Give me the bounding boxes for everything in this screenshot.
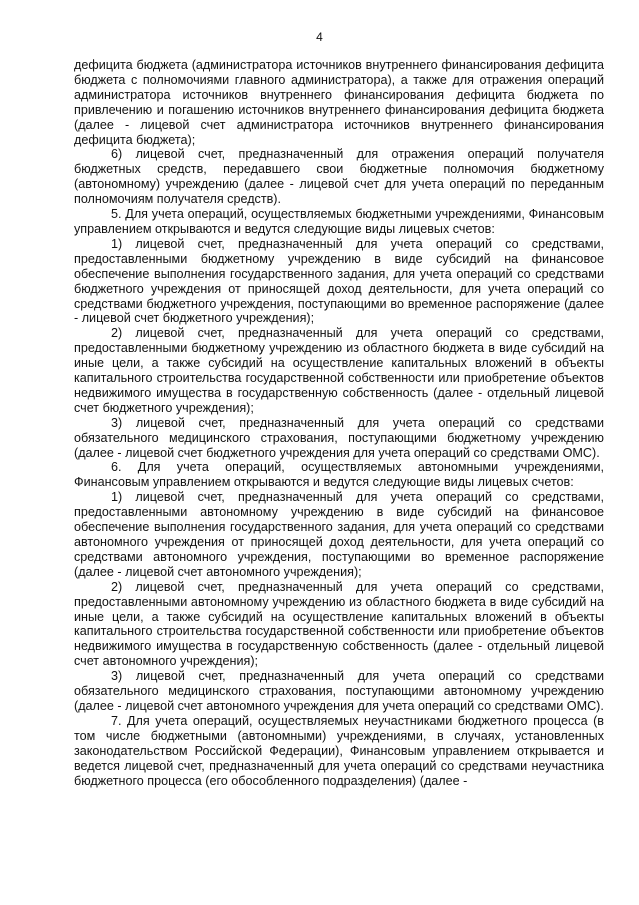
page-number: 4 bbox=[316, 30, 323, 44]
paragraph-section-6-autonomous-institutions: 6. Для учета операций, осуществляемых автономными учреждениями, Финансовым управлением открываются и ведутся следующие виды лицевых счетов: bbox=[74, 460, 604, 490]
paragraph-5-item-3: 3) лицевой счет, предназначенный для учета операций со средствами обязательного медицинского страхования, поступающими бюджетному учреждению (далее - лицевой счет бюджетного учреждения для учета операций со средствами ОМС). bbox=[74, 415, 604, 460]
paragraph-6-item-1: 1) лицевой счет, предназначенный для учета операций со средствами, предоставленными автономному учреждению в виде субсидий на финансовое обеспечение выполнения государственного задания, для учета операций со средствами автономного учреждения от приносящей доход деятельности, для учета операций со средствами автономного учреждения, поступающими во временное распоряжение (далее - лицевой счет автономного учреждения); bbox=[74, 490, 604, 579]
paragraph-section-7-non-participants: 7. Для учета операций, осуществляемых неучастниками бюджетного процесса (в том числе бюджетными (автономными) учреждениями, в случаях, установленных законодательством Российской Федерации), Финансовым управлением открывается и ведется лицевой счет, предназначенный для учета операций со средствами неучастника бюджетного процесса (его обособленного подразделения) (далее - bbox=[74, 713, 604, 788]
paragraph-continuation: дефицита бюджета (администратора источников внутреннего финансирования дефицита бюджета с полномочиями главного администратора), а также для отражения операций администратора источников внутреннего финансирования дефицита бюджета по привлечению и погашению источников внутреннего финансирования дефицита бюджета (далее - лицевой счет администратора источников внутреннего финансирования дефицита бюджета); bbox=[74, 58, 604, 147]
paragraph-6-item-3: 3) лицевой счет, предназначенный для учета операций со средствами обязательного медицинского страхования, поступающими автономному учреждению (далее - лицевой счет автономного учреждения для учета операций со средствами ОМС). bbox=[74, 669, 604, 713]
document-body bbox=[74, 58, 604, 788]
paragraph-item-6-recipient-account: 6) лицевой счет, предназначенный для отражения операций получателя бюджетных средств, передавшего свои бюджетные полномочия бюджетному (автономному) учреждению (далее - лицевой счет для учета операций по переданным полномочиям получателя средств). bbox=[74, 147, 604, 207]
paragraph-5-item-1: 1) лицевой счет, предназначенный для учета операций со средствами, предоставленными бюджетному учреждению в виде субсидий на финансовое обеспечение выполнения государственного задания, для учета операций со средствами бюджетного учреждения от приносящей доход деятельности, для учета операций со средствами бюджетного учреждения, поступающими во временное распоряжение (далее - лицевой счет бюджетного учреждения); bbox=[74, 236, 604, 326]
paragraph-6-item-2: 2) лицевой счет, предназначенный для учета операций со средствами, предоставленными автономному учреждению из областного бюджета в виде субсидий на иные цели, а также субсидий на осуществление капитальных вложений в объекты капитального строительства государственной собственности или приобретение объектов недвижимого имущества в государственную собственность (далее - отдельный лицевой счет автономного учреждения); bbox=[74, 579, 604, 669]
paragraph-section-5-budget-institutions: 5. Для учета операций, осуществляемых бюджетными учреждениями, Финансовым управлением открываются и ведутся следующие виды лицевых счетов: bbox=[74, 207, 604, 236]
paragraph-5-item-2: 2) лицевой счет, предназначенный для учета операций со средствами, предоставленными бюджетному учреждению из областного бюджета в виде субсидий на иные цели, а также субсидий на осуществление капитальных вложений в объекты капитального строительства государственной собственности или приобретение объектов недвижимого имущества в государственную собственность (далее - отдельный лицевой счет бюджетного учреждения); bbox=[74, 326, 604, 415]
